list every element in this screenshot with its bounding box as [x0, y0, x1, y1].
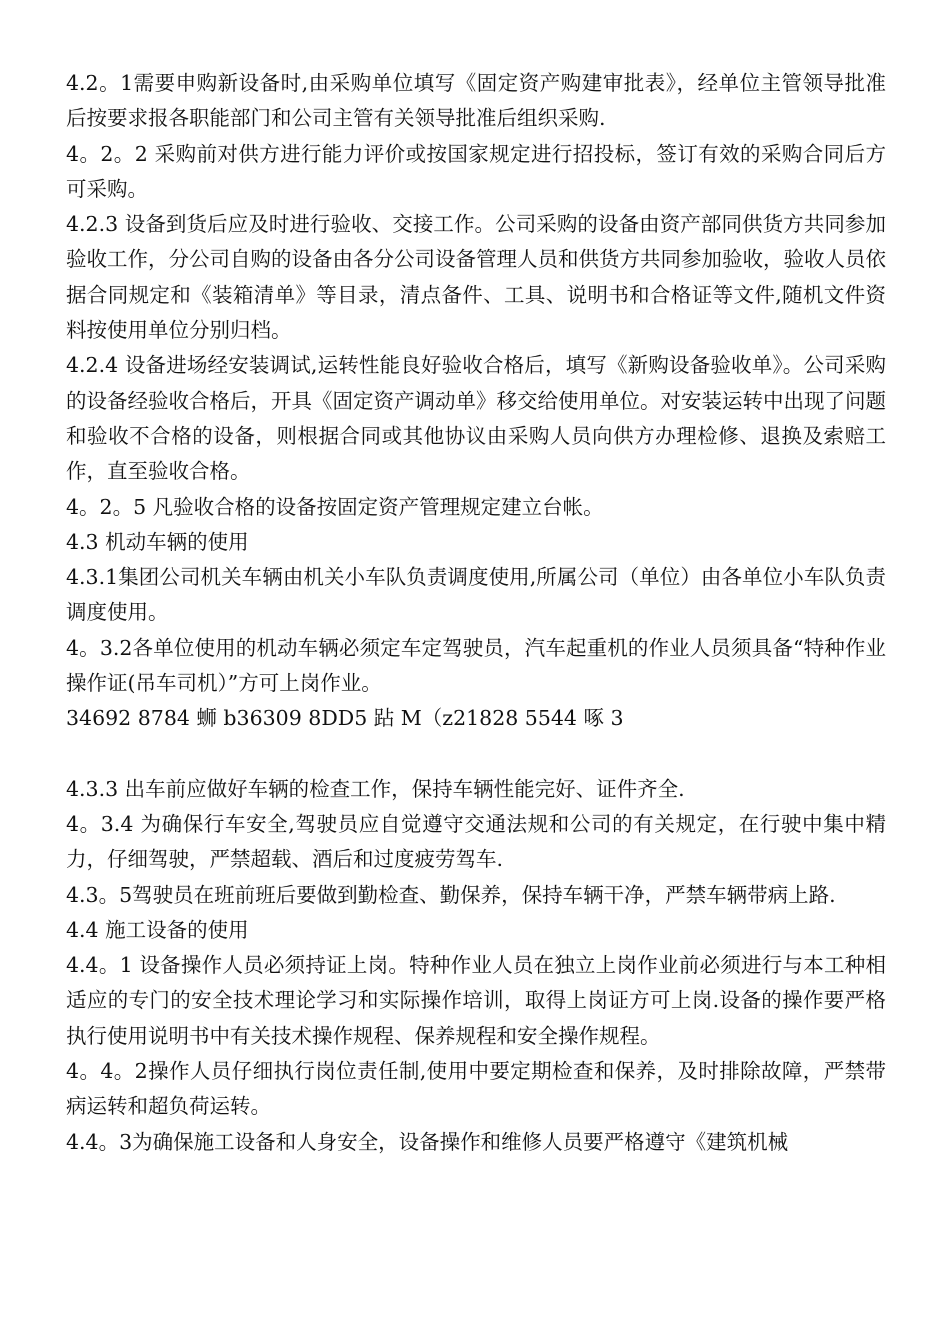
paragraph-4-3-2: 4。3.2各单位使用的机动车辆必须定车定驾驶员，汽车起重机的作业人员须具备“特种作业操作证(吊车司机）”方可上岗作业。 [66, 635, 886, 696]
section-heading-4-4: 4.4 施工设备的使用 [66, 917, 249, 942]
paragraph-4-2-4: 4.2.4 设备进场经安装调试,运转性能良好验收合格后，填写《新购设备验收单》。公司采购的设备经验收合格后，开具《固定资产调动单》移交给使用单位。对安装运转中出现了问题和验收不合格的设备，则根据合同或其他协议由采购人员向供方办理检修、退换及索赔工作，直至验收合格。 [66, 353, 886, 484]
document-page [66, 66, 886, 1160]
paragraph-4-4-1: 4.4。1 设备操作人员必须持证上岗。特种作业人员在独立上岗作业前必须进行与本工种相适应的专门的安全技术理论学习和实际操作培训，取得上岗证方可上岗.设备的操作要严格执行使用说明书中有关技术操作规程、保养规程和安全操作规程。 [66, 953, 886, 1048]
paragraph-4-3-3: 4.3.3 出车前应做好车辆的检查工作，保持车辆性能完好、证件齐全. [66, 776, 685, 801]
paragraph-4-2-2: 4。2。2 采购前对供方进行能力评价或按国家规定进行招投标，签订有效的采购合同后方可采购。 [66, 141, 886, 201]
section-heading-4-3: 4.3 机动车辆的使用 [66, 529, 249, 554]
paragraph-4-3-1: 4.3.1集团公司机关车辆由机关小车队负责调度使用,所属公司（单位）由各单位小车队负责调度使用。 [66, 565, 886, 625]
paragraph-4-2-1: 4.2。1需要申购新设备时,由采购单位填写《固定资产购建审批表》，经单位主管领导批准后按要求报各职能部门和公司主管有关领导批准后组织采购. [66, 71, 886, 131]
paragraph-4-4-3: 4.4。3为确保施工设备和人身安全，设备操作和维修人员要严格遵守《建筑机械 [66, 1129, 789, 1154]
paragraph-4-2-3: 4.2.3 设备到货后应及时进行验收、交接工作。公司采购的设备由资产部同供货方共同参加验收工作，分公司自购的设备由各分公司设备管理人员和供货方共同参加验收，验收人员依据合同规定和《装箱清单》等目录，清点备件、工具、说明书和合格证等文件,随机文件资料按使用单位分别归档。 [66, 212, 886, 343]
blank-line [66, 737, 886, 772]
paragraph-4-2-5: 4。2。5 凡验收合格的设备按固定资产管理规定建立台帐。 [66, 494, 604, 519]
watermark-code-line: 34692 8784 蛳 b36309 8DD5 跕 M（z21828 5544 啄 3 [66, 706, 624, 731]
paragraph-4-3-4: 4。3.4 为确保行车安全,驾驶员应自觉遵守交通法规和公司的有关规定，在行驶中集中精力，仔细驾驶，严禁超载、酒后和过度疲劳驾车. [66, 811, 886, 872]
paragraph-4-4-2: 4。4。2操作人员仔细执行岗位责任制,使用中要定期检查和保养，及时排除故障，严禁带病运转和超负荷运转。 [66, 1059, 886, 1119]
paragraph-4-3-5: 4.3。5驾驶员在班前班后要做到勤检查、勤保养，保持车辆干净，严禁车辆带病上路. [66, 882, 836, 907]
